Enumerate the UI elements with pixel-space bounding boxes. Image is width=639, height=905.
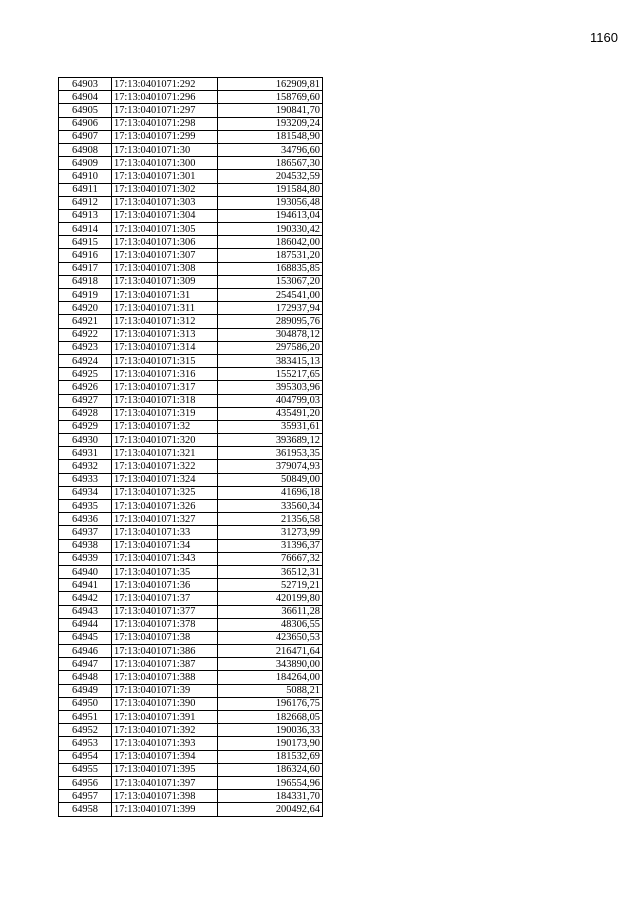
cadastral-value-cell: 196554,96 (218, 776, 323, 789)
table-row (59, 579, 323, 592)
cadastral-number-cell: 17:13:0401071:31 (112, 289, 218, 302)
cadastral-number-cell: 17:13:0401071:388 (112, 671, 218, 684)
cadastral-number-cell: 17:13:0401071:292 (112, 78, 218, 91)
cadastral-value-cell: 190330,42 (218, 223, 323, 236)
row-number-cell: 64958 (59, 803, 112, 816)
cadastral-number-cell: 17:13:0401071:317 (112, 381, 218, 394)
table-row (59, 275, 323, 288)
row-number-cell: 64939 (59, 552, 112, 565)
cadastral-value-cell: 194613,04 (218, 209, 323, 222)
row-number-cell: 64944 (59, 618, 112, 631)
cadastral-number-cell: 17:13:0401071:318 (112, 394, 218, 407)
cadastral-number-cell: 17:13:0401071:30 (112, 143, 218, 156)
table-row (59, 658, 323, 671)
cadastral-number-cell: 17:13:0401071:307 (112, 249, 218, 262)
cadastral-value-cell: 48306,55 (218, 618, 323, 631)
cadastral-value-cell: 289095,76 (218, 315, 323, 328)
row-number-cell: 64954 (59, 750, 112, 763)
table-row (59, 328, 323, 341)
cadastral-value-cell: 190036,33 (218, 724, 323, 737)
row-number-cell: 64920 (59, 302, 112, 315)
cadastral-number-cell: 17:13:0401071:319 (112, 407, 218, 420)
row-number-cell: 64915 (59, 236, 112, 249)
row-number-cell: 64919 (59, 289, 112, 302)
cadastral-value-cell: 153067,20 (218, 275, 323, 288)
row-number-cell: 64913 (59, 209, 112, 222)
row-number-cell: 64911 (59, 183, 112, 196)
cadastral-value-cell: 379074,93 (218, 460, 323, 473)
cadastral-value-cell: 181548,90 (218, 130, 323, 143)
table-row (59, 262, 323, 275)
row-number-cell: 64946 (59, 645, 112, 658)
cadastral-number-cell: 17:13:0401071:399 (112, 803, 218, 816)
cadastral-number-cell: 17:13:0401071:320 (112, 434, 218, 447)
cadastral-number-cell: 17:13:0401071:298 (112, 117, 218, 130)
cadastral-value-cell: 304878,12 (218, 328, 323, 341)
table-row (59, 434, 323, 447)
row-number-cell: 64926 (59, 381, 112, 394)
row-number-cell: 64945 (59, 631, 112, 644)
row-number-cell: 64949 (59, 684, 112, 697)
table-row (59, 645, 323, 658)
table-row (59, 697, 323, 710)
table-row (59, 183, 323, 196)
cadastral-value-cell: 52719,21 (218, 579, 323, 592)
table-row (59, 196, 323, 209)
cadastral-value-cell: 155217,65 (218, 368, 323, 381)
cadastral-number-cell: 17:13:0401071:386 (112, 645, 218, 658)
cadastral-value-cell: 31396,37 (218, 539, 323, 552)
cadastral-number-cell: 17:13:0401071:326 (112, 500, 218, 513)
cadastral-value-cell: 186042,00 (218, 236, 323, 249)
table-row (59, 803, 323, 816)
row-number-cell: 64907 (59, 130, 112, 143)
cadastral-value-cell: 5088,21 (218, 684, 323, 697)
cadastral-number-cell: 17:13:0401071:315 (112, 354, 218, 367)
table-row (59, 209, 323, 222)
cadastral-value-cell: 190173,90 (218, 737, 323, 750)
cadastral-value-cell: 162909,81 (218, 78, 323, 91)
table-row (59, 104, 323, 117)
row-number-cell: 64917 (59, 262, 112, 275)
table-row (59, 381, 323, 394)
cadastral-value-cell: 196176,75 (218, 697, 323, 710)
cadastral-number-cell: 17:13:0401071:309 (112, 275, 218, 288)
page-number: 1160 (590, 30, 618, 45)
cadastral-value-cell: 158769,60 (218, 91, 323, 104)
row-number-cell: 64955 (59, 763, 112, 776)
table-row (59, 117, 323, 130)
table-row (59, 473, 323, 486)
table-row (59, 289, 323, 302)
row-number-cell: 64924 (59, 354, 112, 367)
row-number-cell: 64950 (59, 697, 112, 710)
row-number-cell: 64957 (59, 790, 112, 803)
cadastral-number-cell: 17:13:0401071:303 (112, 196, 218, 209)
cadastral-value-cell: 404799,03 (218, 394, 323, 407)
table-row (59, 91, 323, 104)
table-row (59, 711, 323, 724)
row-number-cell: 64916 (59, 249, 112, 262)
table-row (59, 460, 323, 473)
row-number-cell: 64918 (59, 275, 112, 288)
cadastral-number-cell: 17:13:0401071:321 (112, 447, 218, 460)
row-number-cell: 64935 (59, 500, 112, 513)
cadastral-number-cell: 17:13:0401071:378 (112, 618, 218, 631)
row-number-cell: 64905 (59, 104, 112, 117)
table-row (59, 539, 323, 552)
cadastral-number-cell: 17:13:0401071:32 (112, 420, 218, 433)
table-row (59, 315, 323, 328)
row-number-cell: 64903 (59, 78, 112, 91)
row-number-cell: 64910 (59, 170, 112, 183)
cadastral-value-cell: 193056,48 (218, 196, 323, 209)
table-row (59, 130, 323, 143)
table-row (59, 763, 323, 776)
row-number-cell: 64942 (59, 592, 112, 605)
row-number-cell: 64943 (59, 605, 112, 618)
cadastral-number-cell: 17:13:0401071:314 (112, 341, 218, 354)
table-row (59, 724, 323, 737)
row-number-cell: 64938 (59, 539, 112, 552)
cadastral-value-cell: 343890,00 (218, 658, 323, 671)
cadastral-value-cell: 31273,99 (218, 526, 323, 539)
cadastral-number-cell: 17:13:0401071:35 (112, 565, 218, 578)
table-row (59, 565, 323, 578)
cadastral-value-cell: 216471,64 (218, 645, 323, 658)
row-number-cell: 64936 (59, 513, 112, 526)
cadastral-value-cell: 76667,32 (218, 552, 323, 565)
cadastral-value-cell: 186567,30 (218, 157, 323, 170)
table-row (59, 776, 323, 789)
row-number-cell: 64904 (59, 91, 112, 104)
row-number-cell: 64914 (59, 223, 112, 236)
table-row (59, 486, 323, 499)
cadastral-number-cell: 17:13:0401071:343 (112, 552, 218, 565)
row-number-cell: 64929 (59, 420, 112, 433)
cadastral-number-cell: 17:13:0401071:297 (112, 104, 218, 117)
cadastral-value-cell: 36512,31 (218, 565, 323, 578)
row-number-cell: 64937 (59, 526, 112, 539)
table-row (59, 354, 323, 367)
table-row (59, 236, 323, 249)
cadastral-number-cell: 17:13:0401071:302 (112, 183, 218, 196)
cadastral-number-cell: 17:13:0401071:394 (112, 750, 218, 763)
cadastral-number-cell: 17:13:0401071:301 (112, 170, 218, 183)
row-number-cell: 64947 (59, 658, 112, 671)
cadastral-value-cell: 200492,64 (218, 803, 323, 816)
table-row (59, 78, 323, 91)
cadastral-number-cell: 17:13:0401071:322 (112, 460, 218, 473)
table-row (59, 684, 323, 697)
row-number-cell: 64912 (59, 196, 112, 209)
row-number-cell: 64952 (59, 724, 112, 737)
table-row (59, 513, 323, 526)
row-number-cell: 64925 (59, 368, 112, 381)
row-number-cell: 64921 (59, 315, 112, 328)
cadastral-number-cell: 17:13:0401071:305 (112, 223, 218, 236)
cadastral-number-cell: 17:13:0401071:392 (112, 724, 218, 737)
cadastral-number-cell: 17:13:0401071:300 (112, 157, 218, 170)
cadastral-number-cell: 17:13:0401071:327 (112, 513, 218, 526)
row-number-cell: 64940 (59, 565, 112, 578)
cadastral-number-cell: 17:13:0401071:316 (112, 368, 218, 381)
table-row (59, 447, 323, 460)
cadastral-value-cell: 34796,60 (218, 143, 323, 156)
cadastral-value-cell: 395303,96 (218, 381, 323, 394)
cadastral-number-cell: 17:13:0401071:324 (112, 473, 218, 486)
row-number-cell: 64922 (59, 328, 112, 341)
cadastral-value-cell: 423650,53 (218, 631, 323, 644)
cadastral-number-cell: 17:13:0401071:398 (112, 790, 218, 803)
table-row (59, 605, 323, 618)
row-number-cell: 64934 (59, 486, 112, 499)
cadastral-number-cell: 17:13:0401071:313 (112, 328, 218, 341)
table-row (59, 302, 323, 315)
cadastral-number-cell: 17:13:0401071:33 (112, 526, 218, 539)
cadastral-value-cell: 190841,70 (218, 104, 323, 117)
cadastral-number-cell: 17:13:0401071:39 (112, 684, 218, 697)
table-row (59, 170, 323, 183)
row-number-cell: 64953 (59, 737, 112, 750)
row-number-cell: 64908 (59, 143, 112, 156)
cadastral-value-cell: 435491,20 (218, 407, 323, 420)
table-row (59, 420, 323, 433)
cadastral-value-cell: 393689,12 (218, 434, 323, 447)
table-row (59, 368, 323, 381)
cadastral-value-cell: 182668,05 (218, 711, 323, 724)
row-number-cell: 64928 (59, 407, 112, 420)
row-number-cell: 64941 (59, 579, 112, 592)
cadastral-number-cell: 17:13:0401071:296 (112, 91, 218, 104)
cadastral-value-cell: 186324,60 (218, 763, 323, 776)
cadastral-value-cell: 361953,35 (218, 447, 323, 460)
cadastral-value-cell: 184264,00 (218, 671, 323, 684)
table-row (59, 526, 323, 539)
cadastral-value-cell: 21356,58 (218, 513, 323, 526)
table-row (59, 394, 323, 407)
cadastral-number-cell: 17:13:0401071:393 (112, 737, 218, 750)
cadastral-value-cell: 181532,69 (218, 750, 323, 763)
row-number-cell: 64927 (59, 394, 112, 407)
cadastral-number-cell: 17:13:0401071:306 (112, 236, 218, 249)
cadastral-number-cell: 17:13:0401071:325 (112, 486, 218, 499)
cadastral-number-cell: 17:13:0401071:377 (112, 605, 218, 618)
table-row (59, 249, 323, 262)
cadastral-value-cell: 187531,20 (218, 249, 323, 262)
cadastral-number-cell: 17:13:0401071:391 (112, 711, 218, 724)
table-row (59, 341, 323, 354)
row-number-cell: 64923 (59, 341, 112, 354)
table-row (59, 592, 323, 605)
cadastral-number-cell: 17:13:0401071:38 (112, 631, 218, 644)
cadastral-number-cell: 17:13:0401071:390 (112, 697, 218, 710)
table-body (59, 78, 323, 817)
row-number-cell: 64931 (59, 447, 112, 460)
table-row (59, 157, 323, 170)
cadastral-value-cell: 33560,34 (218, 500, 323, 513)
table-row (59, 737, 323, 750)
row-number-cell: 64930 (59, 434, 112, 447)
cadastral-value-cell: 193209,24 (218, 117, 323, 130)
cadastral-value-cell: 172937,94 (218, 302, 323, 315)
row-number-cell: 64948 (59, 671, 112, 684)
cadastral-number-cell: 17:13:0401071:397 (112, 776, 218, 789)
cadastral-number-cell: 17:13:0401071:36 (112, 579, 218, 592)
table-row (59, 500, 323, 513)
cadastral-number-cell: 17:13:0401071:299 (112, 130, 218, 143)
cadastral-number-cell: 17:13:0401071:312 (112, 315, 218, 328)
row-number-cell: 64956 (59, 776, 112, 789)
cadastral-value-cell: 204532,59 (218, 170, 323, 183)
table-row (59, 790, 323, 803)
cadastral-number-cell: 17:13:0401071:37 (112, 592, 218, 605)
cadastral-value-cell: 168835,85 (218, 262, 323, 275)
row-number-cell: 64933 (59, 473, 112, 486)
cadastral-number-cell: 17:13:0401071:387 (112, 658, 218, 671)
cadastral-value-cell: 41696,18 (218, 486, 323, 499)
row-number-cell: 64951 (59, 711, 112, 724)
row-number-cell: 64906 (59, 117, 112, 130)
cadastral-number-cell: 17:13:0401071:311 (112, 302, 218, 315)
cadastral-number-cell: 17:13:0401071:34 (112, 539, 218, 552)
cadastral-value-cell: 254541,00 (218, 289, 323, 302)
cadastral-value-cell: 35931,61 (218, 420, 323, 433)
row-number-cell: 64932 (59, 460, 112, 473)
table-row (59, 552, 323, 565)
row-number-cell: 64909 (59, 157, 112, 170)
table-row (59, 671, 323, 684)
cadastral-value-cell: 420199,80 (218, 592, 323, 605)
table-row (59, 143, 323, 156)
cadastral-value-cell: 383415,13 (218, 354, 323, 367)
cadastral-number-cell: 17:13:0401071:395 (112, 763, 218, 776)
cadastral-value-cell: 191584,80 (218, 183, 323, 196)
table-row (59, 407, 323, 420)
cadastral-value-table (58, 77, 323, 817)
table-row (59, 618, 323, 631)
table-row (59, 223, 323, 236)
cadastral-value-cell: 184331,70 (218, 790, 323, 803)
cadastral-number-cell: 17:13:0401071:308 (112, 262, 218, 275)
cadastral-value-cell: 297586,20 (218, 341, 323, 354)
table-row (59, 631, 323, 644)
cadastral-value-cell: 50849,00 (218, 473, 323, 486)
cadastral-number-cell: 17:13:0401071:304 (112, 209, 218, 222)
table-row (59, 750, 323, 763)
cadastral-value-cell: 36611,28 (218, 605, 323, 618)
